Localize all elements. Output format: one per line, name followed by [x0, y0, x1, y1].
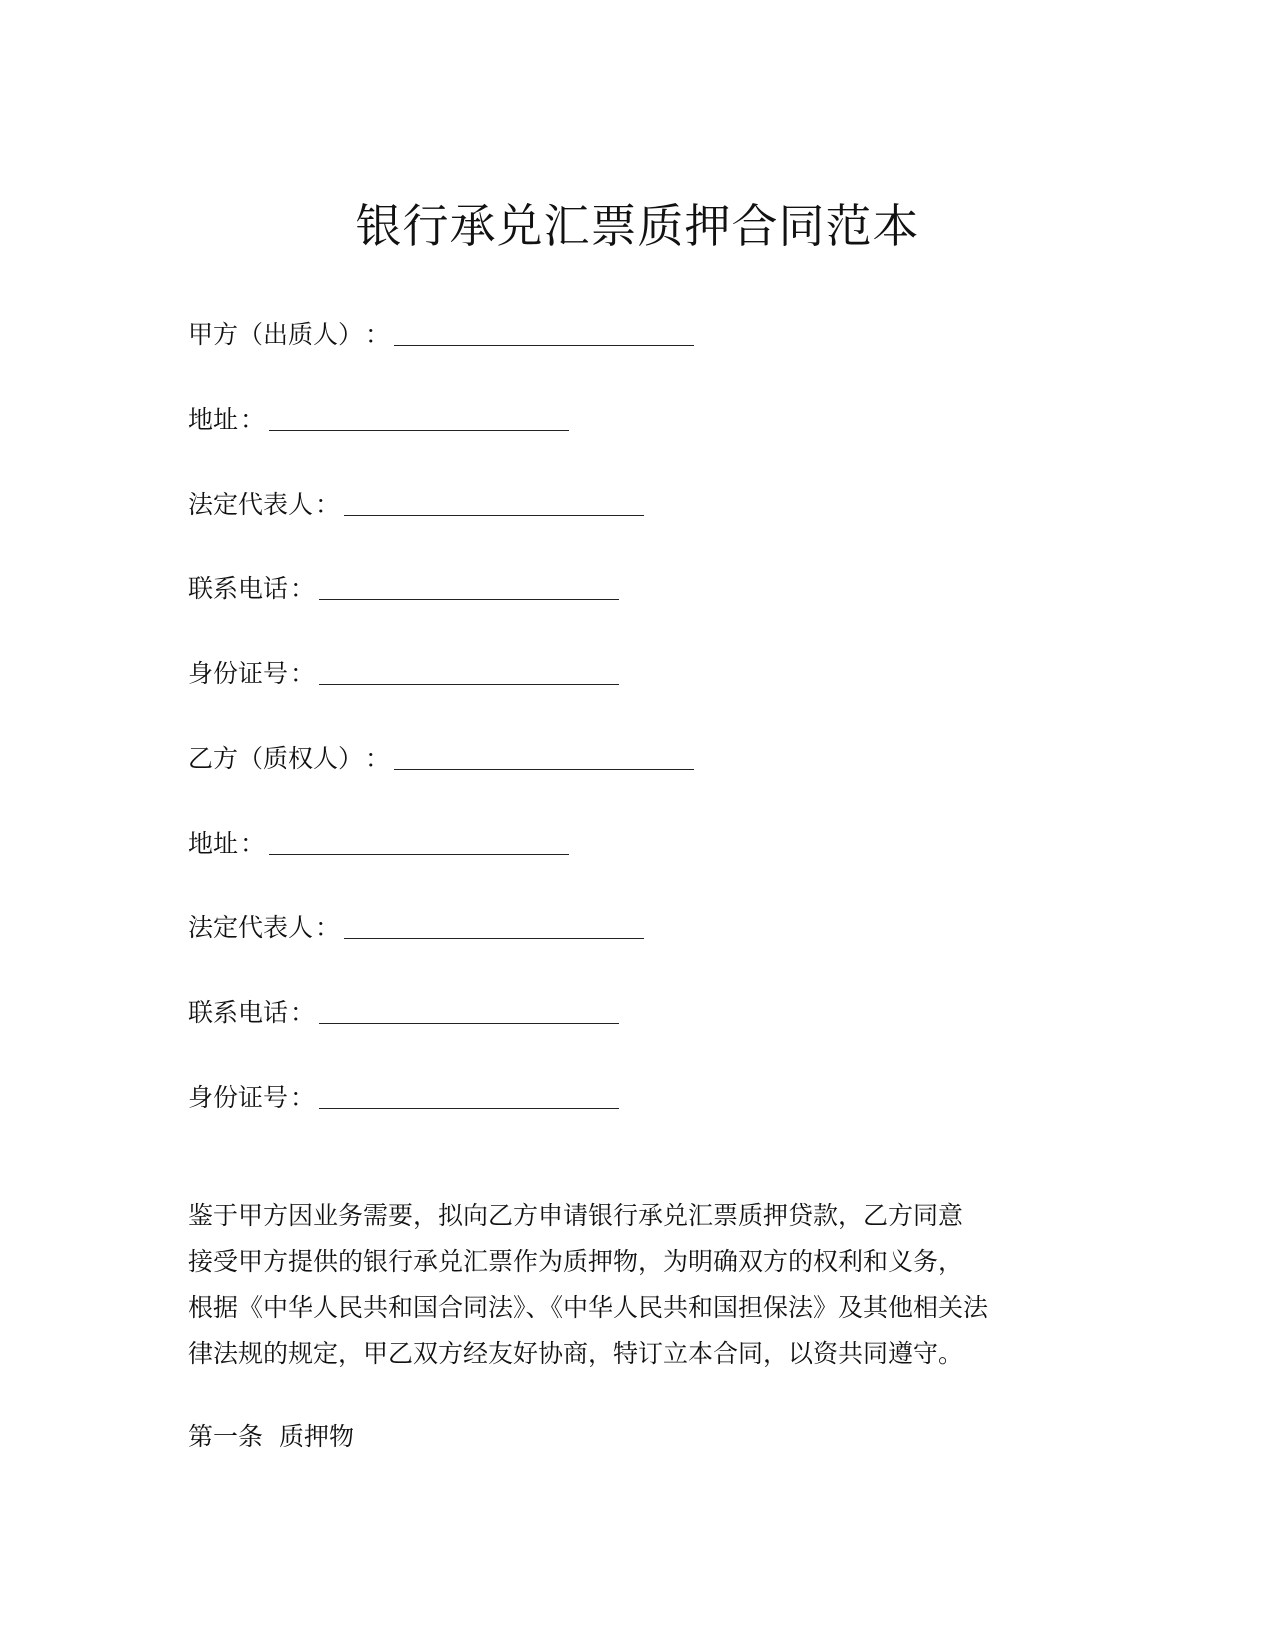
- field-party-a-legal-rep: [188, 482, 644, 522]
- field-label: 法定代表人: [188, 490, 314, 519]
- field-colon: ：: [240, 405, 266, 434]
- field-party-b-id: [188, 1075, 619, 1115]
- blank-line-party-b-id[interactable]: [319, 1108, 619, 1109]
- field-party-b-phone: [188, 990, 619, 1030]
- field-party-b-address: [188, 821, 569, 861]
- field-label: 法定代表人: [188, 913, 314, 942]
- blank-line-party-a-address[interactable]: [269, 430, 569, 431]
- field-party-a-address: [188, 397, 569, 437]
- field-party-a: [188, 312, 694, 352]
- blank-line-party-a-id[interactable]: [319, 684, 619, 685]
- field-colon: ：: [365, 320, 391, 349]
- recital-paragraph: [188, 1193, 1088, 1377]
- field-colon: ：: [315, 913, 341, 942]
- field-colon: ：: [290, 1083, 316, 1112]
- field-colon: ：: [290, 574, 316, 603]
- article-title: 质押物: [279, 1422, 355, 1451]
- recital-line: 鉴于甲方因业务需要，拟向乙方申请银行承兑汇票质押贷款，乙方同意: [188, 1201, 964, 1230]
- field-label: 乙方（质权人）: [188, 744, 364, 773]
- recital-line: 律法规的规定，甲乙双方经友好协商，特订立本合同，以资共同遵守。: [188, 1339, 964, 1368]
- blank-line-party-b-legal-rep[interactable]: [344, 938, 644, 939]
- blank-line-party-a-legal-rep[interactable]: [344, 515, 644, 516]
- field-label: 甲方（出质人）: [188, 320, 364, 349]
- field-colon: ：: [315, 490, 341, 519]
- recital-line: 根据《中华人民共和国合同法》、《中华人民共和国担保法》及其他相关法: [188, 1293, 989, 1322]
- article-heading: [188, 1417, 354, 1457]
- field-label: 地址: [188, 405, 239, 434]
- field-colon: ：: [365, 744, 391, 773]
- field-party-b-legal-rep: [188, 905, 644, 945]
- field-label: 联系电话: [188, 574, 289, 603]
- blank-line-party-b-address[interactable]: [269, 854, 569, 855]
- field-colon: ：: [290, 659, 316, 688]
- field-party-a-phone: [188, 566, 619, 606]
- field-label: 联系电话: [188, 998, 289, 1027]
- blank-line-party-a[interactable]: [394, 345, 694, 346]
- field-label: 身份证号: [188, 1083, 289, 1112]
- field-colon: ：: [240, 829, 266, 858]
- article-number: 第一条: [188, 1422, 264, 1451]
- page-title: 银行承兑汇票质押合同范本: [355, 199, 920, 253]
- recital-line: 接受甲方提供的银行承兑汇票作为质押物，为明确双方的权利和义务，: [188, 1247, 964, 1276]
- blank-line-party-a-phone[interactable]: [319, 599, 619, 600]
- blank-line-party-b-phone[interactable]: [319, 1023, 619, 1024]
- field-party-b: [188, 736, 694, 776]
- blank-line-party-b[interactable]: [394, 769, 694, 770]
- field-party-a-id: [188, 651, 619, 691]
- field-label: 身份证号: [188, 659, 289, 688]
- field-label: 地址: [188, 829, 239, 858]
- field-colon: ：: [290, 998, 316, 1027]
